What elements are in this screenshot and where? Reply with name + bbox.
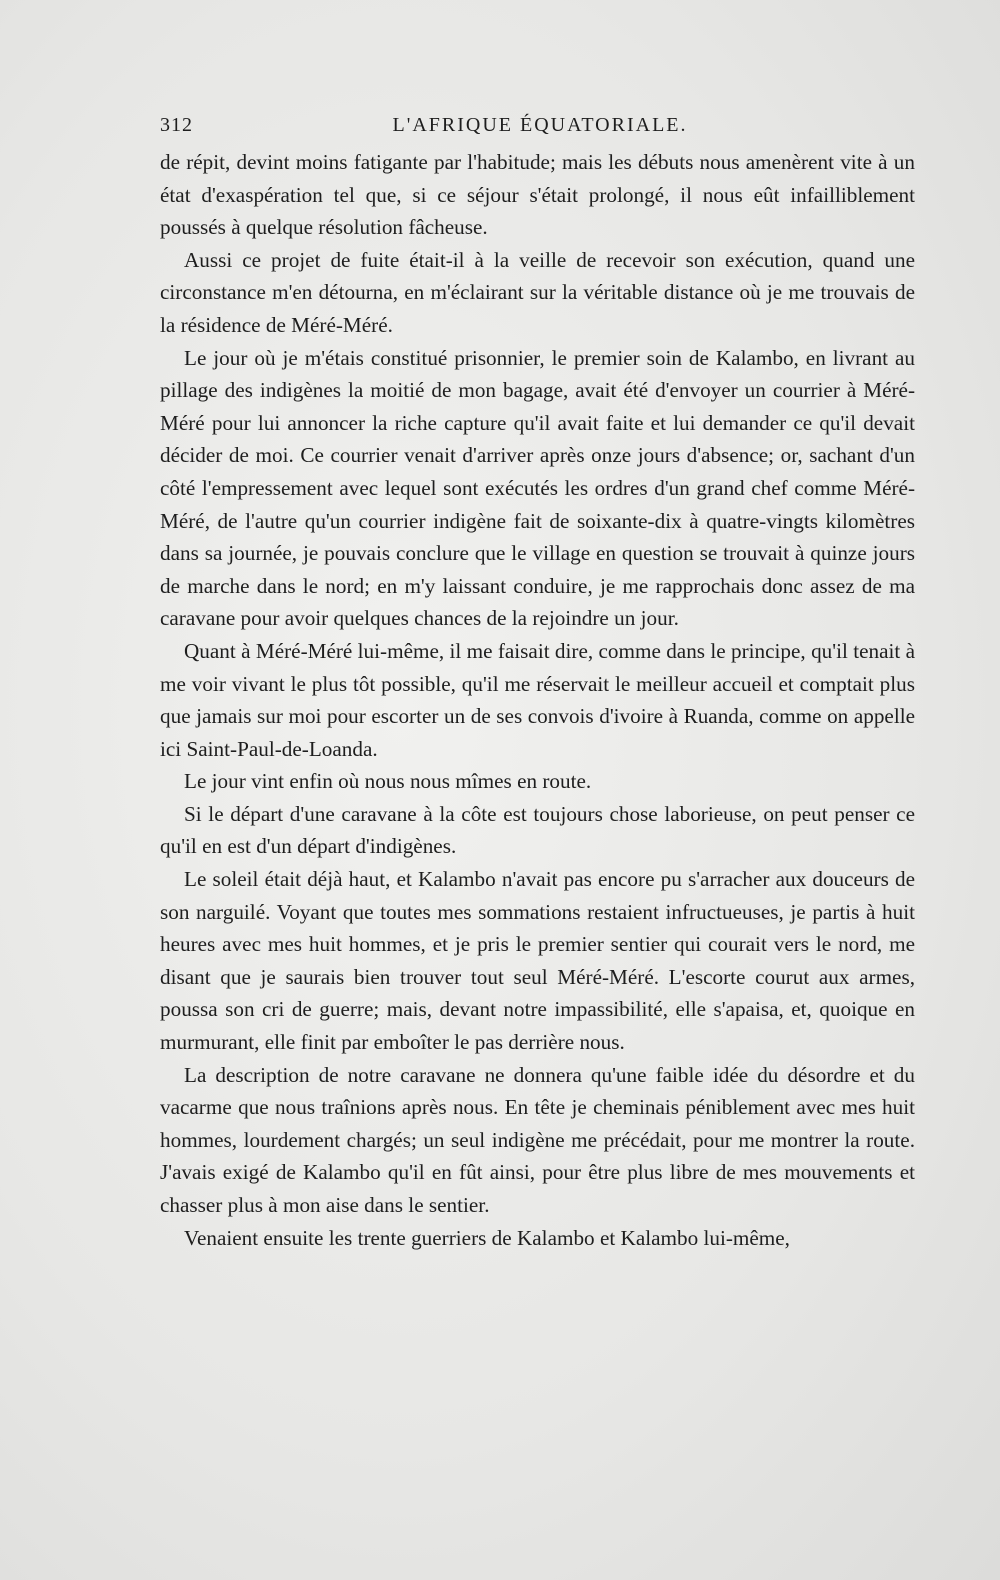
paragraph: Le jour où je m'étais constitué prisonnier, le premier soin de Kalambo, en livrant au pillage des indigènes la moitié de mon bagage, avait été d'envoyer un courrier à Méré-Méré pour lui annoncer la riche capture qu'il avait faite et lui demander ce qu'il devait décider de moi. Ce courrier venait d'arriver après onze jours d'absence; or, sachant d'un côté l'empressement avec lequel sont exécutés les ordres d'un grand chef comme Méré-Méré, de l'autre qu'un courrier indigène fait de soixante-dix à quatre-vingts kilomètres dans sa journée, je pouvais conclure que le village en question se trouvait à quinze jours de marche dans le nord; en m'y laissant conduire, je me rapprochais donc assez de ma caravane pour avoir quelques chances de la rejoindre un jour. (160, 345, 915, 631)
page-header (160, 114, 920, 144)
page-number: 312 (160, 114, 193, 136)
paragraph: Quant à Méré-Méré lui-même, il me faisait dire, comme dans le principe, qu'il tenait à me voir vivant le plus tôt possible, qu'il me réservait le meilleur accueil et comptait plus que jamais sur moi pour escorter un de ses convois d'ivoire à Ruanda, comme on appelle ici Saint-Paul-de-Loanda. (160, 638, 915, 761)
paragraph: Le jour vint enfin où nous nous mîmes en route. (184, 769, 592, 794)
paragraph: Venaient ensuite les trente guerriers de Kalambo et Kalambo lui-même, (184, 1225, 790, 1250)
paragraph: La description de notre caravane ne donnera qu'une faible idée du désordre et du vacarme que nous traînions après nous. En tête je cheminais péniblement avec mes huit hommes, lourdement chargés; un seul indigène me précédait, pour me montrer la route. J'avais exigé de Kalambo qu'il en fût ainsi, pour être plus libre de mes mouvements et chasser plus à mon aise dans le sentier. (160, 1062, 915, 1217)
paragraph: Le soleil était déjà haut, et Kalambo n'avait pas encore pu s'arracher aux douceurs de son narguilé. Voyant que toutes mes sommations restaient infructueuses, je partis à huit heures avec mes huit hommes, et je pris le premier sentier qui courait vers le nord, me disant que je saurais bien trouver tout seul Méré-Méré. L'escorte courut aux armes, poussa son cri de guerre; mais, devant notre impassibilité, elle s'apaisa, et, quoique en murmurant, elle finit par emboîter le pas derrière nous. (160, 867, 915, 1055)
paragraph: de répit, devint moins fatigante par l'habitude; mais les débuts nous amenèrent vite à un état d'exaspération tel que, si ce séjour s'était prolongé, il nous eût infailliblement poussés à quelque résolution fâcheuse. (160, 150, 915, 240)
paragraph: Aussi ce projet de fuite était-il à la veille de recevoir son exécution, quand une circonstance m'en détourna, en m'éclairant sur la véritable distance où je me trouvais de la résidence de Méré-Méré. (160, 247, 915, 337)
paragraph: Si le départ d'une caravane à la côte est toujours chose laborieuse, on peut penser ce qu'il en est d'un départ d'indigènes. (160, 801, 915, 859)
running-title: L'AFRIQUE ÉQUATORIALE. (392, 114, 688, 136)
body-text (160, 146, 915, 1254)
